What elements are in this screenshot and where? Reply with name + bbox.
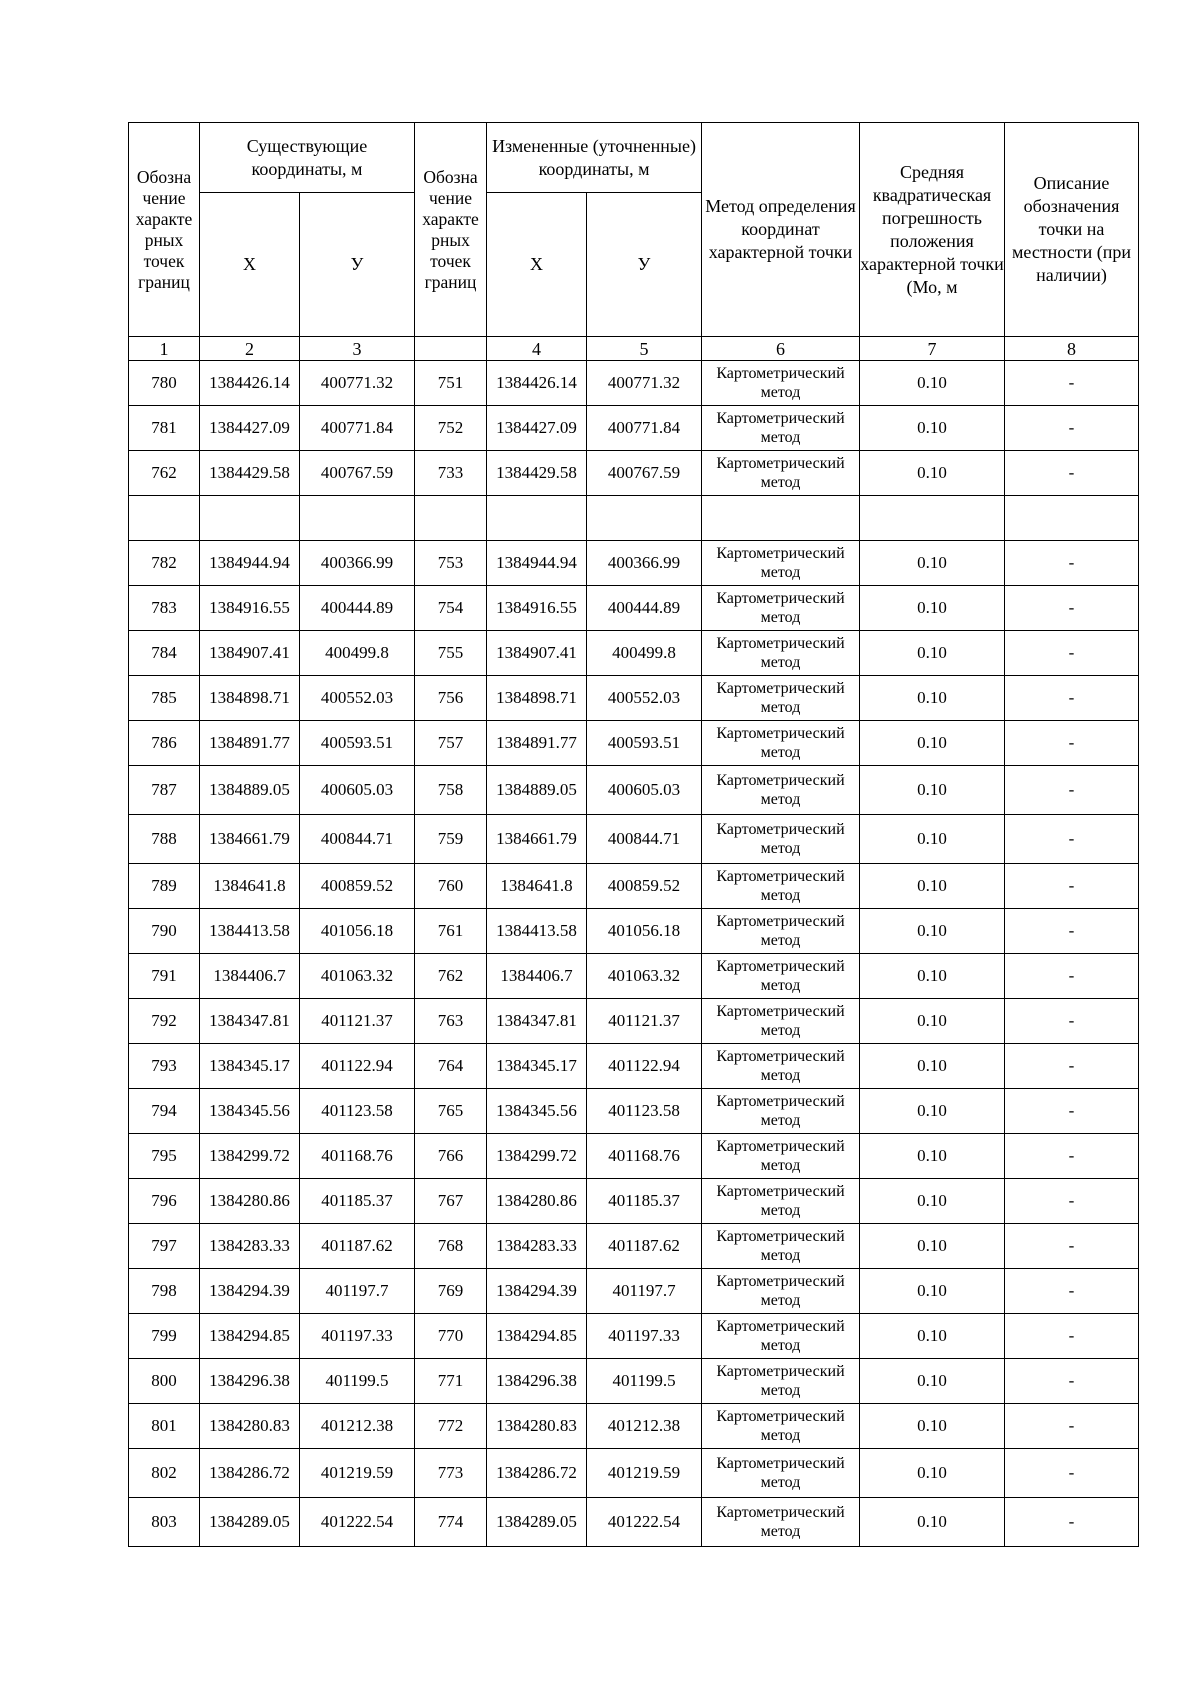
error-cell: 0.10 bbox=[860, 1314, 1005, 1359]
error-cell: 0.10 bbox=[860, 1134, 1005, 1179]
changed-y: 401212.38 bbox=[587, 1404, 702, 1449]
changed-x: 1384907.41 bbox=[487, 631, 587, 676]
error-cell: 0.10 bbox=[860, 864, 1005, 909]
description-cell: - bbox=[1005, 1404, 1139, 1449]
new-point-number: 758 bbox=[415, 766, 487, 815]
error-cell: 0.10 bbox=[860, 541, 1005, 586]
error-cell bbox=[860, 496, 1005, 541]
method-cell: Картометрический метод bbox=[702, 1314, 860, 1359]
changed-x: 1384427.09 bbox=[487, 406, 587, 451]
existing-x: 1384427.09 bbox=[200, 406, 300, 451]
table-row bbox=[129, 1404, 1139, 1449]
new-point-number: 759 bbox=[415, 815, 487, 864]
changed-y: 401199.5 bbox=[587, 1359, 702, 1404]
header-error: Средняя квадратическая погрешность положения характерной точки (Мо, м bbox=[860, 123, 1005, 337]
changed-y: 401222.54 bbox=[587, 1498, 702, 1547]
existing-x: 1384294.85 bbox=[200, 1314, 300, 1359]
existing-x: 1384294.39 bbox=[200, 1269, 300, 1314]
error-cell: 0.10 bbox=[860, 361, 1005, 406]
table-row bbox=[129, 1359, 1139, 1404]
changed-x: 1384296.38 bbox=[487, 1359, 587, 1404]
existing-y: 401121.37 bbox=[300, 999, 415, 1044]
new-point-number: 766 bbox=[415, 1134, 487, 1179]
changed-y: 401123.58 bbox=[587, 1089, 702, 1134]
description-cell: - bbox=[1005, 1089, 1139, 1134]
changed-y: 401187.62 bbox=[587, 1224, 702, 1269]
error-cell: 0.10 bbox=[860, 999, 1005, 1044]
point-number: 795 bbox=[129, 1134, 200, 1179]
changed-y: 401197.33 bbox=[587, 1314, 702, 1359]
table-row bbox=[129, 361, 1139, 406]
changed-x: 1384347.81 bbox=[487, 999, 587, 1044]
table-row bbox=[129, 1498, 1139, 1547]
existing-y: 401197.7 bbox=[300, 1269, 415, 1314]
point-number: 784 bbox=[129, 631, 200, 676]
existing-x: 1384413.58 bbox=[200, 909, 300, 954]
changed-y: 401121.37 bbox=[587, 999, 702, 1044]
error-cell: 0.10 bbox=[860, 406, 1005, 451]
new-point-number: 751 bbox=[415, 361, 487, 406]
error-cell: 0.10 bbox=[860, 1269, 1005, 1314]
existing-x: 1384345.56 bbox=[200, 1089, 300, 1134]
table-row bbox=[129, 1269, 1139, 1314]
changed-y: 400771.32 bbox=[587, 361, 702, 406]
existing-x: 1384296.38 bbox=[200, 1359, 300, 1404]
description-cell: - bbox=[1005, 451, 1139, 496]
existing-x: 1384898.71 bbox=[200, 676, 300, 721]
point-number bbox=[129, 496, 200, 541]
existing-x: 1384283.33 bbox=[200, 1224, 300, 1269]
existing-x: 1384280.86 bbox=[200, 1179, 300, 1224]
changed-x: 1384294.85 bbox=[487, 1314, 587, 1359]
error-cell: 0.10 bbox=[860, 676, 1005, 721]
changed-y: 400844.71 bbox=[587, 815, 702, 864]
point-number: 796 bbox=[129, 1179, 200, 1224]
description-cell: - bbox=[1005, 541, 1139, 586]
point-number: 790 bbox=[129, 909, 200, 954]
existing-y: 400767.59 bbox=[300, 451, 415, 496]
method-cell: Картометрический метод bbox=[702, 1449, 860, 1498]
new-point-number: 763 bbox=[415, 999, 487, 1044]
table-row bbox=[129, 541, 1139, 586]
header-x-changed: Х bbox=[487, 193, 587, 337]
description-cell: - bbox=[1005, 1134, 1139, 1179]
method-cell: Картометрический метод bbox=[702, 1044, 860, 1089]
error-cell: 0.10 bbox=[860, 586, 1005, 631]
point-number: 802 bbox=[129, 1449, 200, 1498]
error-cell: 0.10 bbox=[860, 721, 1005, 766]
description-cell: - bbox=[1005, 1224, 1139, 1269]
existing-y: 400552.03 bbox=[300, 676, 415, 721]
description-cell: - bbox=[1005, 361, 1139, 406]
method-cell: Картометрический метод bbox=[702, 1134, 860, 1179]
existing-x: 1384429.58 bbox=[200, 451, 300, 496]
changed-x: 1384661.79 bbox=[487, 815, 587, 864]
changed-x: 1384345.17 bbox=[487, 1044, 587, 1089]
existing-x: 1384299.72 bbox=[200, 1134, 300, 1179]
new-point-number: 752 bbox=[415, 406, 487, 451]
error-cell: 0.10 bbox=[860, 1449, 1005, 1498]
description-cell: - bbox=[1005, 676, 1139, 721]
changed-y: 400859.52 bbox=[587, 864, 702, 909]
existing-y: 400444.89 bbox=[300, 586, 415, 631]
table-row bbox=[129, 1089, 1139, 1134]
changed-x: 1384280.83 bbox=[487, 1404, 587, 1449]
description-cell: - bbox=[1005, 1498, 1139, 1547]
error-cell: 0.10 bbox=[860, 1179, 1005, 1224]
new-point-number: 764 bbox=[415, 1044, 487, 1089]
existing-y: 401063.32 bbox=[300, 954, 415, 999]
table-row bbox=[129, 586, 1139, 631]
method-cell: Картометрический метод bbox=[702, 1179, 860, 1224]
existing-x: 1384345.17 bbox=[200, 1044, 300, 1089]
new-point-number bbox=[415, 496, 487, 541]
error-cell: 0.10 bbox=[860, 954, 1005, 999]
existing-y: 400593.51 bbox=[300, 721, 415, 766]
point-number: 783 bbox=[129, 586, 200, 631]
changed-x: 1384413.58 bbox=[487, 909, 587, 954]
header-changed-coordinates: Измененные (уточненные) координаты, м bbox=[487, 123, 702, 193]
method-cell: Картометрический метод bbox=[702, 361, 860, 406]
existing-x: 1384280.83 bbox=[200, 1404, 300, 1449]
description-cell: - bbox=[1005, 1314, 1139, 1359]
column-number: 4 bbox=[487, 337, 587, 361]
table-row bbox=[129, 999, 1139, 1044]
point-number: 785 bbox=[129, 676, 200, 721]
changed-y: 400771.84 bbox=[587, 406, 702, 451]
error-cell: 0.10 bbox=[860, 451, 1005, 496]
new-point-number: 760 bbox=[415, 864, 487, 909]
column-number: 2 bbox=[200, 337, 300, 361]
existing-y: 401056.18 bbox=[300, 909, 415, 954]
changed-x bbox=[487, 496, 587, 541]
table-row bbox=[129, 766, 1139, 815]
new-point-number: 773 bbox=[415, 1449, 487, 1498]
description-cell: - bbox=[1005, 864, 1139, 909]
new-point-number: 753 bbox=[415, 541, 487, 586]
changed-x: 1384426.14 bbox=[487, 361, 587, 406]
description-cell: - bbox=[1005, 721, 1139, 766]
header-y-changed: У bbox=[587, 193, 702, 337]
new-point-number: 755 bbox=[415, 631, 487, 676]
description-cell bbox=[1005, 496, 1139, 541]
table-body bbox=[129, 361, 1139, 1547]
table-row bbox=[129, 1044, 1139, 1089]
header-x-existing: Х bbox=[200, 193, 300, 337]
method-cell: Картометрический метод bbox=[702, 909, 860, 954]
point-number: 762 bbox=[129, 451, 200, 496]
new-point-number: 768 bbox=[415, 1224, 487, 1269]
new-point-number: 774 bbox=[415, 1498, 487, 1547]
point-number: 797 bbox=[129, 1224, 200, 1269]
changed-y: 401197.7 bbox=[587, 1269, 702, 1314]
existing-y: 400859.52 bbox=[300, 864, 415, 909]
point-number: 782 bbox=[129, 541, 200, 586]
point-number: 800 bbox=[129, 1359, 200, 1404]
point-number: 798 bbox=[129, 1269, 200, 1314]
changed-y: 400366.99 bbox=[587, 541, 702, 586]
changed-y: 401168.76 bbox=[587, 1134, 702, 1179]
changed-y: 401063.32 bbox=[587, 954, 702, 999]
existing-y bbox=[300, 496, 415, 541]
existing-y: 401222.54 bbox=[300, 1498, 415, 1547]
existing-y: 401197.33 bbox=[300, 1314, 415, 1359]
table-row bbox=[129, 1224, 1139, 1269]
existing-y: 401187.62 bbox=[300, 1224, 415, 1269]
changed-x: 1384406.7 bbox=[487, 954, 587, 999]
error-cell: 0.10 bbox=[860, 909, 1005, 954]
existing-y: 400605.03 bbox=[300, 766, 415, 815]
point-number: 788 bbox=[129, 815, 200, 864]
column-number: 8 bbox=[1005, 337, 1139, 361]
description-cell: - bbox=[1005, 1269, 1139, 1314]
changed-x: 1384283.33 bbox=[487, 1224, 587, 1269]
existing-x: 1384661.79 bbox=[200, 815, 300, 864]
point-number: 801 bbox=[129, 1404, 200, 1449]
existing-y: 401219.59 bbox=[300, 1449, 415, 1498]
description-cell: - bbox=[1005, 1044, 1139, 1089]
existing-y: 400844.71 bbox=[300, 815, 415, 864]
point-number: 793 bbox=[129, 1044, 200, 1089]
changed-x: 1384641.8 bbox=[487, 864, 587, 909]
changed-x: 1384345.56 bbox=[487, 1089, 587, 1134]
method-cell: Картометрический метод bbox=[702, 1089, 860, 1134]
table-row bbox=[129, 721, 1139, 766]
changed-y: 401219.59 bbox=[587, 1449, 702, 1498]
existing-y: 400771.32 bbox=[300, 361, 415, 406]
column-number: 6 bbox=[702, 337, 860, 361]
changed-y: 401122.94 bbox=[587, 1044, 702, 1089]
method-cell: Картометрический метод bbox=[702, 451, 860, 496]
table-row bbox=[129, 909, 1139, 954]
point-number: 780 bbox=[129, 361, 200, 406]
new-point-number: 762 bbox=[415, 954, 487, 999]
changed-y: 401185.37 bbox=[587, 1179, 702, 1224]
error-cell: 0.10 bbox=[860, 1089, 1005, 1134]
changed-x: 1384889.05 bbox=[487, 766, 587, 815]
method-cell: Картометрический метод bbox=[702, 864, 860, 909]
table-row bbox=[129, 815, 1139, 864]
table-row bbox=[129, 1449, 1139, 1498]
method-cell: Картометрический метод bbox=[702, 541, 860, 586]
existing-y: 401199.5 bbox=[300, 1359, 415, 1404]
new-point-number: 765 bbox=[415, 1089, 487, 1134]
new-point-number: 757 bbox=[415, 721, 487, 766]
new-point-number: 767 bbox=[415, 1179, 487, 1224]
column-number: 7 bbox=[860, 337, 1005, 361]
method-cell: Картометрический метод bbox=[702, 1269, 860, 1314]
description-cell: - bbox=[1005, 815, 1139, 864]
changed-x: 1384294.39 bbox=[487, 1269, 587, 1314]
point-number: 803 bbox=[129, 1498, 200, 1547]
description-cell: - bbox=[1005, 999, 1139, 1044]
method-cell: Картометрический метод bbox=[702, 1498, 860, 1547]
changed-x: 1384280.86 bbox=[487, 1179, 587, 1224]
method-cell: Картометрический метод bbox=[702, 631, 860, 676]
table-row bbox=[129, 954, 1139, 999]
column-number: 1 bbox=[129, 337, 200, 361]
method-cell bbox=[702, 496, 860, 541]
method-cell: Картометрический метод bbox=[702, 676, 860, 721]
method-cell: Картометрический метод bbox=[702, 815, 860, 864]
error-cell: 0.10 bbox=[860, 766, 1005, 815]
column-number: 5 bbox=[587, 337, 702, 361]
error-cell: 0.10 bbox=[860, 631, 1005, 676]
new-point-number: 754 bbox=[415, 586, 487, 631]
point-number: 781 bbox=[129, 406, 200, 451]
table-row bbox=[129, 676, 1139, 721]
method-cell: Картометрический метод bbox=[702, 766, 860, 815]
existing-x: 1384347.81 bbox=[200, 999, 300, 1044]
existing-x: 1384286.72 bbox=[200, 1449, 300, 1498]
new-point-number: 772 bbox=[415, 1404, 487, 1449]
header-method: Метод определения координат характерной точки bbox=[702, 123, 860, 337]
error-cell: 0.10 bbox=[860, 1404, 1005, 1449]
new-point-number: 769 bbox=[415, 1269, 487, 1314]
table-row bbox=[129, 496, 1139, 541]
point-number: 787 bbox=[129, 766, 200, 815]
changed-y: 401056.18 bbox=[587, 909, 702, 954]
changed-y: 400444.89 bbox=[587, 586, 702, 631]
new-point-number: 771 bbox=[415, 1359, 487, 1404]
point-number: 799 bbox=[129, 1314, 200, 1359]
error-cell: 0.10 bbox=[860, 1224, 1005, 1269]
description-cell: - bbox=[1005, 954, 1139, 999]
description-cell: - bbox=[1005, 586, 1139, 631]
description-cell: - bbox=[1005, 909, 1139, 954]
description-cell: - bbox=[1005, 631, 1139, 676]
description-cell: - bbox=[1005, 406, 1139, 451]
changed-y: 400605.03 bbox=[587, 766, 702, 815]
new-point-number: 733 bbox=[415, 451, 487, 496]
changed-y: 400552.03 bbox=[587, 676, 702, 721]
table-row bbox=[129, 631, 1139, 676]
new-point-number: 770 bbox=[415, 1314, 487, 1359]
error-cell: 0.10 bbox=[860, 815, 1005, 864]
changed-x: 1384289.05 bbox=[487, 1498, 587, 1547]
error-cell: 0.10 bbox=[860, 1359, 1005, 1404]
description-cell: - bbox=[1005, 1449, 1139, 1498]
column-number-row bbox=[129, 337, 1139, 361]
existing-x: 1384944.94 bbox=[200, 541, 300, 586]
existing-x: 1384891.77 bbox=[200, 721, 300, 766]
changed-x: 1384429.58 bbox=[487, 451, 587, 496]
existing-x: 1384916.55 bbox=[200, 586, 300, 631]
table-row bbox=[129, 1314, 1139, 1359]
existing-x: 1384426.14 bbox=[200, 361, 300, 406]
existing-y: 401168.76 bbox=[300, 1134, 415, 1179]
method-cell: Картометрический метод bbox=[702, 721, 860, 766]
error-cell: 0.10 bbox=[860, 1044, 1005, 1089]
changed-x: 1384299.72 bbox=[487, 1134, 587, 1179]
coordinates-table bbox=[128, 122, 1139, 1547]
method-cell: Картометрический метод bbox=[702, 586, 860, 631]
existing-y: 401185.37 bbox=[300, 1179, 415, 1224]
point-number: 791 bbox=[129, 954, 200, 999]
existing-y: 400366.99 bbox=[300, 541, 415, 586]
header-description: Описание обозначения точки на местности (при наличии) bbox=[1005, 123, 1139, 337]
table-row bbox=[129, 406, 1139, 451]
header-y-existing: У bbox=[300, 193, 415, 337]
table-row bbox=[129, 451, 1139, 496]
existing-y: 401212.38 bbox=[300, 1404, 415, 1449]
changed-x: 1384286.72 bbox=[487, 1449, 587, 1498]
changed-y: 400499.8 bbox=[587, 631, 702, 676]
header-point-label: Обозна чение характе рных точек границ bbox=[129, 123, 200, 337]
existing-x: 1384889.05 bbox=[200, 766, 300, 815]
method-cell: Картометрический метод bbox=[702, 1224, 860, 1269]
existing-y: 400771.84 bbox=[300, 406, 415, 451]
point-number: 786 bbox=[129, 721, 200, 766]
column-number: 3 bbox=[300, 337, 415, 361]
column-number bbox=[415, 337, 487, 361]
method-cell: Картометрический метод bbox=[702, 999, 860, 1044]
header-point-label-new: Обозна чение характе рных точек границ bbox=[415, 123, 487, 337]
point-number: 794 bbox=[129, 1089, 200, 1134]
existing-x: 1384641.8 bbox=[200, 864, 300, 909]
method-cell: Картометрический метод bbox=[702, 1359, 860, 1404]
existing-y: 401122.94 bbox=[300, 1044, 415, 1089]
changed-x: 1384898.71 bbox=[487, 676, 587, 721]
changed-x: 1384891.77 bbox=[487, 721, 587, 766]
point-number: 792 bbox=[129, 999, 200, 1044]
table-row bbox=[129, 1179, 1139, 1224]
description-cell: - bbox=[1005, 1359, 1139, 1404]
new-point-number: 761 bbox=[415, 909, 487, 954]
point-number: 789 bbox=[129, 864, 200, 909]
existing-y: 400499.8 bbox=[300, 631, 415, 676]
changed-y bbox=[587, 496, 702, 541]
error-cell: 0.10 bbox=[860, 1498, 1005, 1547]
method-cell: Картометрический метод bbox=[702, 954, 860, 999]
table-row bbox=[129, 864, 1139, 909]
changed-x: 1384916.55 bbox=[487, 586, 587, 631]
existing-x: 1384406.7 bbox=[200, 954, 300, 999]
existing-x bbox=[200, 496, 300, 541]
description-cell: - bbox=[1005, 1179, 1139, 1224]
description-cell: - bbox=[1005, 766, 1139, 815]
existing-y: 401123.58 bbox=[300, 1089, 415, 1134]
changed-y: 400767.59 bbox=[587, 451, 702, 496]
header-existing-coordinates: Существующие координаты, м bbox=[200, 123, 415, 193]
new-point-number: 756 bbox=[415, 676, 487, 721]
existing-x: 1384907.41 bbox=[200, 631, 300, 676]
table-row bbox=[129, 1134, 1139, 1179]
method-cell: Картометрический метод bbox=[702, 406, 860, 451]
changed-y: 400593.51 bbox=[587, 721, 702, 766]
existing-x: 1384289.05 bbox=[200, 1498, 300, 1547]
method-cell: Картометрический метод bbox=[702, 1404, 860, 1449]
changed-x: 1384944.94 bbox=[487, 541, 587, 586]
